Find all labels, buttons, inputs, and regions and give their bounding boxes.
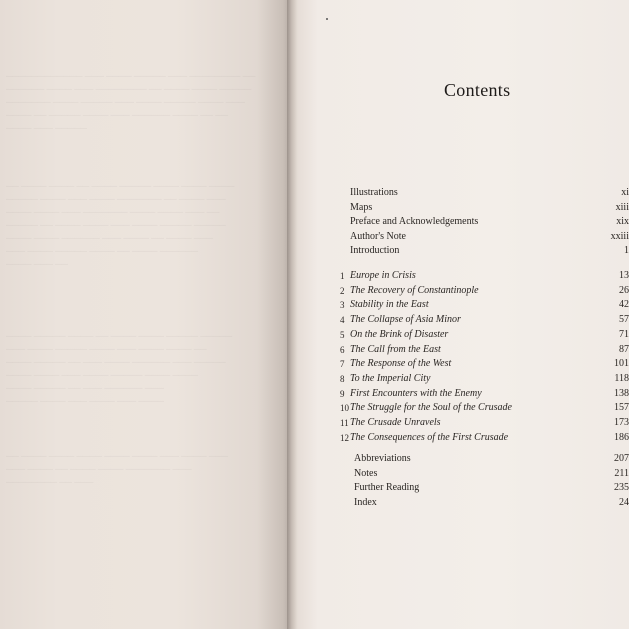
page-number: 235 [614,482,629,494]
back-matter-entry [354,482,629,494]
page-number: 186 [614,431,629,443]
chapter-entry [340,314,629,326]
chapter-entry [340,285,629,297]
page-number: 211 [614,467,629,479]
chapter-entry [340,373,629,385]
chapter-entry [340,417,629,429]
page-number: 1 [624,245,629,257]
front-matter-entry [350,245,629,257]
page-number: 173 [614,417,629,428]
entry-title: Maps [350,201,373,213]
chapter-number: 5 [340,329,345,340]
entry-title: Europe in Crisis [350,270,416,281]
entry-title: Abbreviations [354,453,411,464]
chapter-number: 8 [340,373,345,384]
chapter-number: 7 [340,359,345,370]
page-number: 101 [614,358,629,370]
entry-title: Notes [354,467,378,479]
page-number: 13 [619,270,629,281]
page-number: 42 [619,299,629,311]
entry-title: The Crusade Unravels [350,417,441,428]
entry-title: Stability in the East [350,299,429,311]
entry-title: The Collapse of Asia Minor [350,314,461,326]
chapter-entry [340,402,629,414]
chapter-number: 11 [340,418,349,428]
chapter-entry [340,358,629,370]
chapter-entry [340,388,629,400]
chapter-entry [340,329,629,341]
chapter-number: 6 [340,344,345,355]
back-matter-entry [354,468,629,480]
page-number: xxiii [610,230,629,242]
page-speck [326,18,328,20]
chapter-entry [340,344,629,356]
bleed-through-text: ──── ───── ──── ── ──── ──── ───── ───── ─── ──── ───── ──── ─── ──── ──── ── ──── ───── ── ─── ──── ────── ─── ───── ──── ──── ─── ──── ───── ──── ──── ──── ───── ── ─── ────── ─── ───── ──── ─── ──── ─── ──── [6,331,233,406]
page-number: xi [621,187,629,198]
front-matter-entry [350,216,629,228]
page-number: 71 [619,328,629,340]
entry-title: To the Imperial City [350,372,431,384]
chapter-entry [340,299,629,311]
page-number: 138 [614,387,629,399]
entry-title: The Struggle for the Soul of the Crusade [350,402,512,414]
entry-title: Author's Note [350,230,406,242]
chapter-number: 3 [340,300,345,311]
entry-title: Preface and Acknowledgements [350,216,479,228]
back-matter-entry [354,453,629,465]
entry-title: Introduction [350,245,400,257]
page-number: 118 [614,372,629,384]
page-number: xix [616,216,629,228]
chapter-number: 4 [340,315,345,326]
entry-title: Further Reading [354,482,420,494]
front-matter-entry [350,231,629,243]
chapter-number: 2 [340,285,345,296]
chapter-number: 1 [340,271,345,281]
chapter-number: 12 [340,432,349,443]
back-matter-entry [354,497,629,509]
contents-title: Contents [444,80,511,100]
entry-title: The Recovery of Constantinople [350,284,479,296]
front-matter-entry [350,187,629,199]
chapter-entry [340,432,629,444]
entry-title: On the Brink of Disaster [350,328,449,340]
front-matter-entry [350,202,629,214]
chapter-number: 10 [340,403,349,414]
chapter-entry [340,270,629,282]
left-page [0,0,292,629]
page-number: 57 [619,314,629,326]
chapter-number: 9 [340,388,345,399]
entry-title: Index [354,496,377,508]
page-number: 26 [619,284,629,296]
page-number: 87 [619,343,629,355]
entry-title: The Consequences of the First Crusade [350,431,509,443]
bleed-through-text: ── ──── ──── ── ──── ───── ──── ──── ──── ───── ──── ─── ──── ─────── ── ──── ─── ──── ──── ─── ─────── ──── ──── ─── ── ───── ── ──── ──── ─── ──── ───── ───── ──── ──── ────── ─── ──── ── ──── ─── ─── ──── ───── ──── ── ──── ────── ──── ─── ── [6,181,235,269]
page-number: 207 [614,453,629,464]
bleed-through-text: ──────────── ─── ──── ───── ─── ──────── ── ────── ──── ─── ──────── ── ──── ──── ───── ─────── ──── ───── ─── ──── ───── ──── ─── ──── ── ───── ──── ─── ────── ──── ── ── ──── ─── ───── [6,71,256,133]
page-number: xiii [615,201,629,213]
bleed-through-text: ── ──── ──── ──── ──── ──── ─── ──── ─── ─── ──── ── ──── ──── ─────── ─── ──────── ── ─── [6,451,229,487]
page-number: 24 [619,496,629,508]
entry-title: The Call from the East [350,343,441,355]
entry-title: Illustrations [350,187,398,198]
entry-title: The Response of the West [350,358,452,370]
entry-title: First Encounters with the Enemy [350,387,482,399]
page-number: 157 [614,402,629,414]
